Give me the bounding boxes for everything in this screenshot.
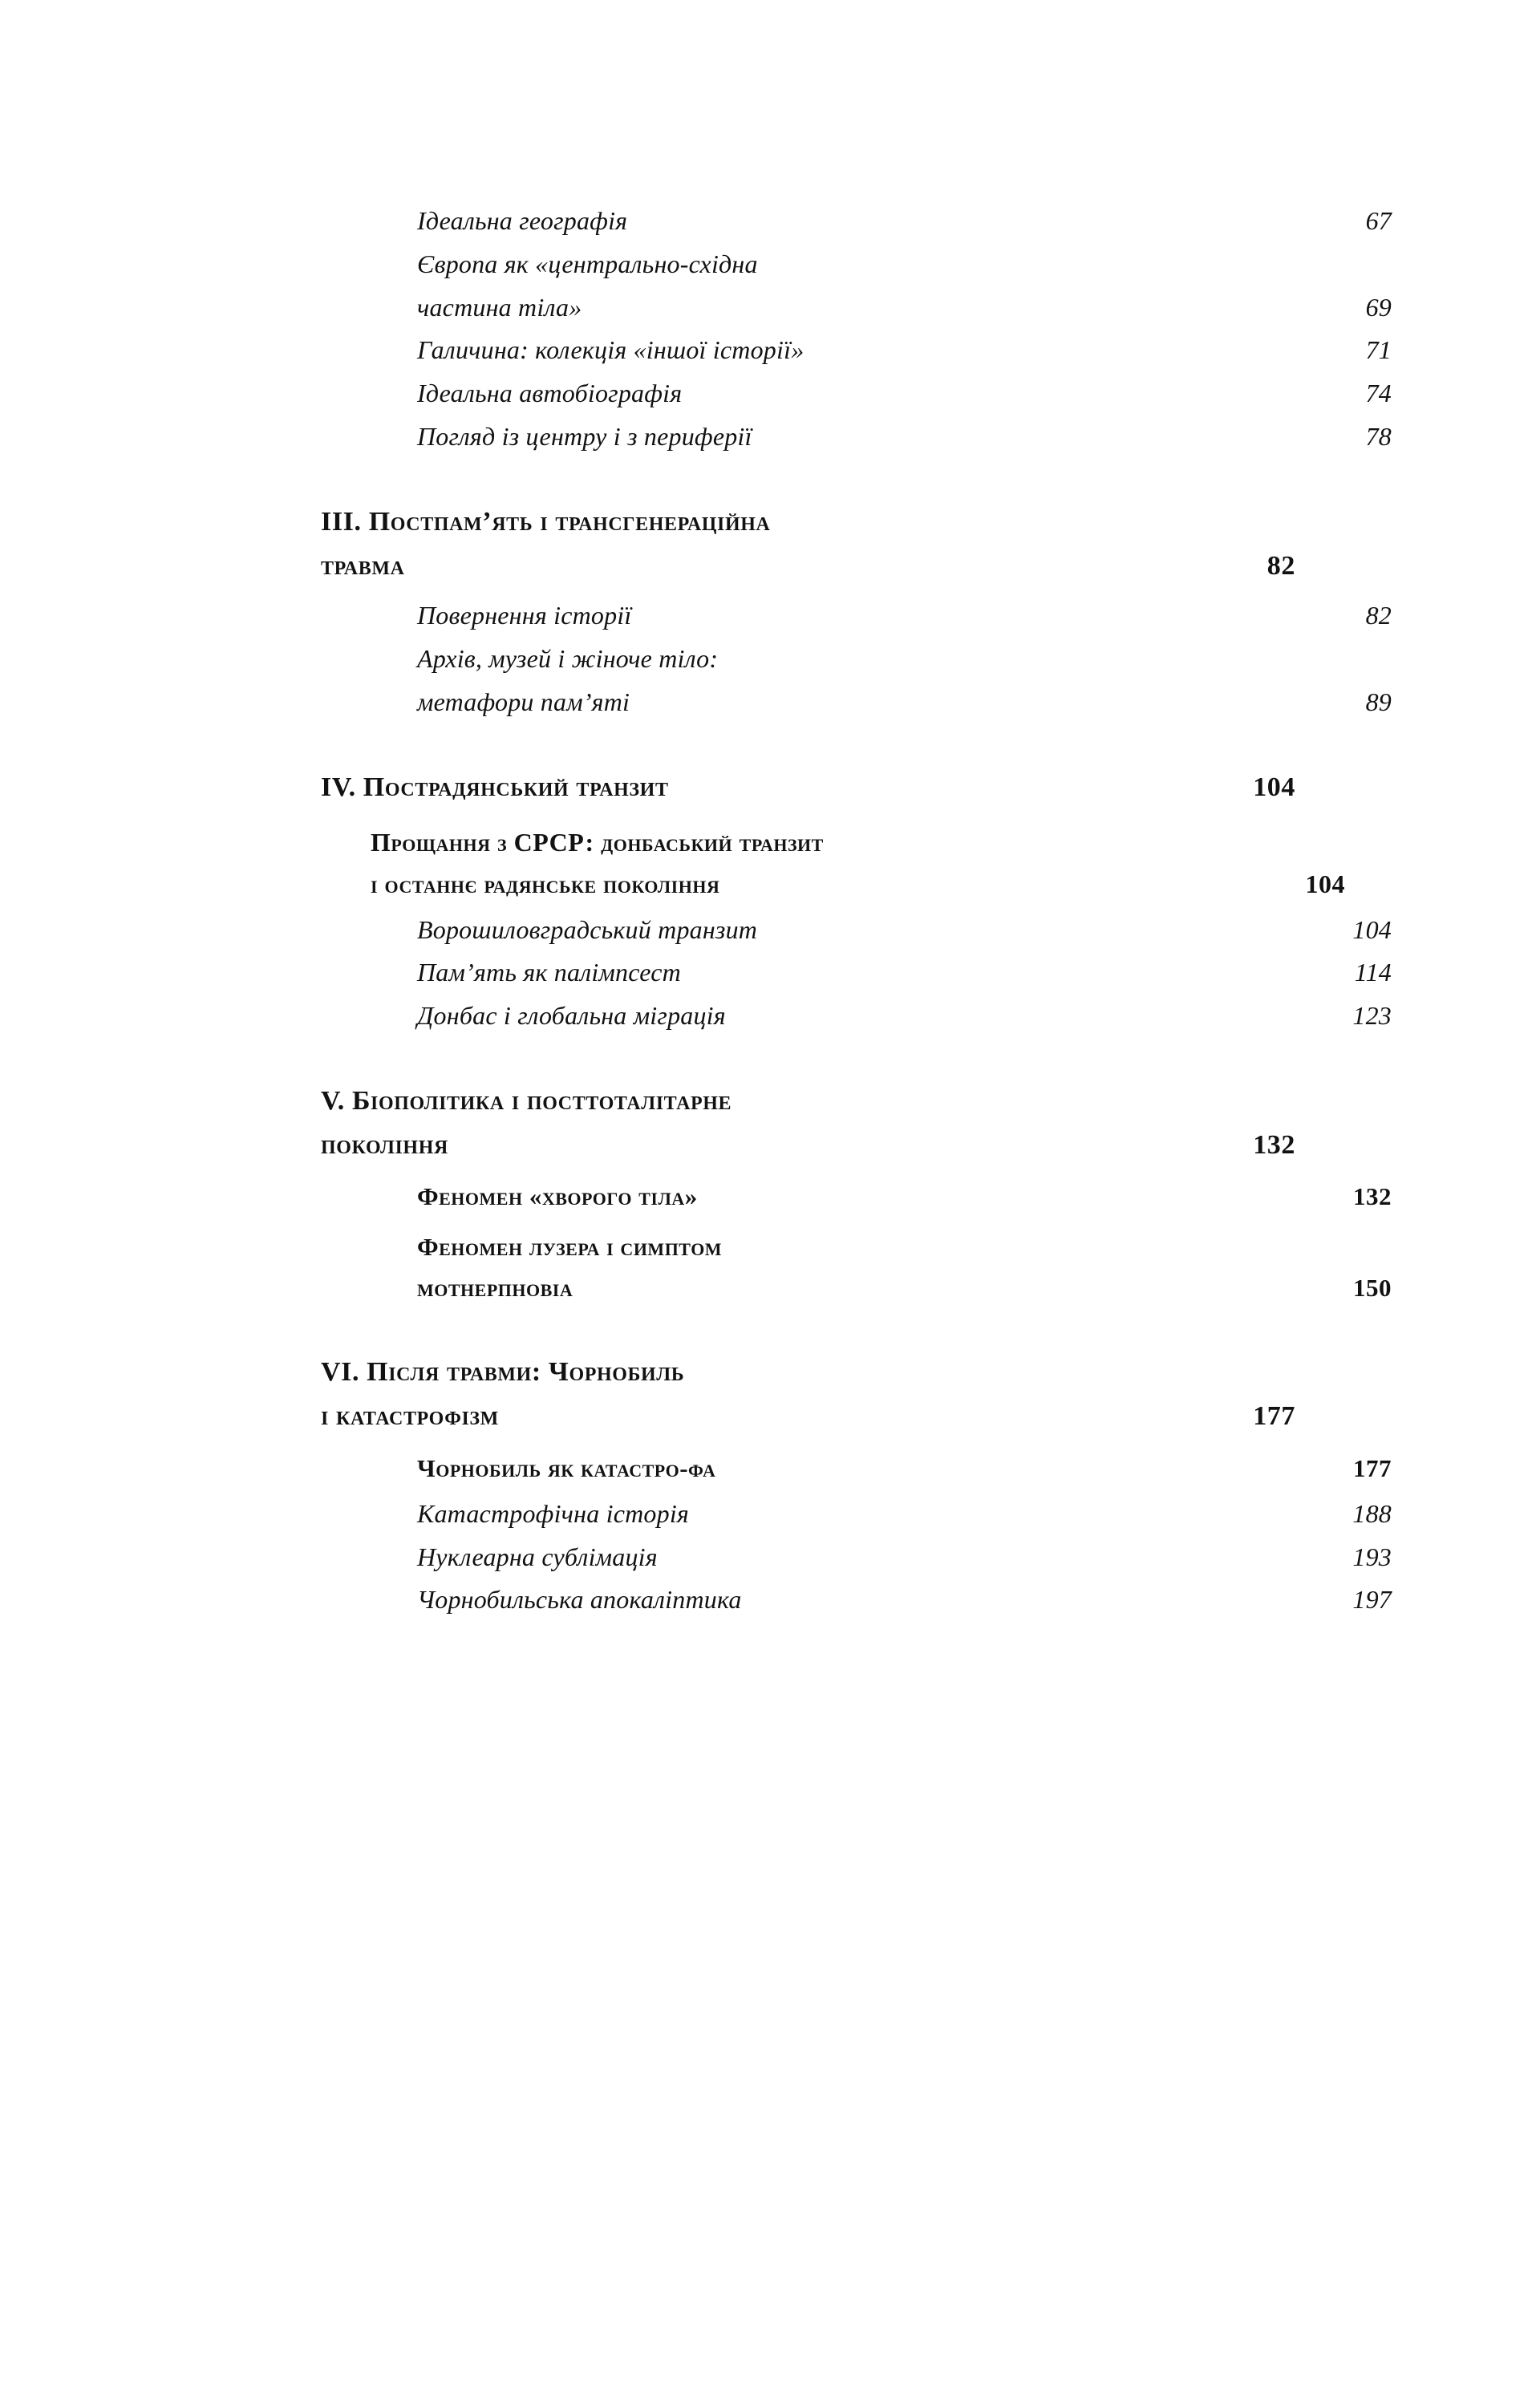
- toc-entry[interactable]: [417, 910, 1392, 951]
- toc-entry-title: [417, 1493, 689, 1535]
- toc-entry[interactable]: [417, 1449, 1392, 1489]
- toc-entry-title: [417, 1228, 722, 1308]
- toc-entry-page-number: 104: [1253, 772, 1295, 802]
- table-of-contents: [321, 201, 1392, 1623]
- toc-entry-title-line: Європа як «центрально-східна: [417, 249, 758, 278]
- toc-entry-title-line: Прощання з СРСР: донбаський транзит: [371, 827, 824, 857]
- toc-entry-page-number: 123: [1352, 1001, 1392, 1031]
- toc-entry[interactable]: [417, 330, 1392, 371]
- toc-entry[interactable]: [417, 416, 1392, 458]
- toc-entry-title: [417, 1579, 742, 1621]
- toc-entry-title-line: Феномен лузера і симптом: [417, 1233, 723, 1262]
- toc-entry-title-line: Чорнобиль як катастро-фа: [417, 1453, 716, 1482]
- toc-entry-page-number: 193: [1352, 1542, 1392, 1571]
- toc-entry-title-line: мотнерпновіа: [417, 1274, 573, 1303]
- toc-entry-title: [417, 595, 632, 637]
- toc-entry-title-line: Ворошиловградський транзит: [417, 914, 758, 944]
- toc-entry-title-line: Погляд із центру і з периферії: [417, 422, 752, 452]
- toc-entry[interactable]: [321, 501, 1295, 587]
- toc-entry[interactable]: [417, 952, 1392, 994]
- toc-entry-title: [417, 416, 752, 458]
- toc-entry-page-number: 197: [1352, 1585, 1392, 1615]
- toc-entry-title: [321, 1351, 684, 1437]
- toc-entry-title-line: і катастрофізм: [321, 1401, 499, 1432]
- toc-entry-title: [417, 1177, 698, 1217]
- toc-entry-title-line: покоління: [321, 1129, 448, 1160]
- toc-entry-title: [321, 767, 669, 809]
- toc-entry[interactable]: [417, 1493, 1392, 1535]
- toc-entry[interactable]: [417, 244, 1392, 329]
- toc-entry[interactable]: [417, 1579, 1392, 1621]
- toc-entry-title-line: Чорнобильська апокаліптика: [417, 1585, 742, 1615]
- toc-entry-page-number: 188: [1352, 1498, 1392, 1528]
- toc-entry-title-line: частина тіла»: [417, 292, 582, 322]
- toc-entry-title-line: III. Постпам’ять і трансгенераційна: [321, 506, 771, 537]
- toc-entry-page-number: 82: [1365, 601, 1392, 630]
- toc-entry-title: [417, 330, 804, 371]
- toc-entry-title-line: IV. Пострадянський транзит: [321, 772, 669, 802]
- toc-entry-title-line: Архів, музей і жіноче тіло:: [417, 644, 719, 674]
- toc-entry-title-line: Ідеальна автобіографія: [417, 379, 683, 408]
- toc-entry-page-number: 177: [1353, 1453, 1392, 1482]
- toc-entry-title-line: метафори пам’яті: [417, 687, 630, 716]
- toc-entry-title-line: травма: [321, 550, 405, 581]
- toc-entry[interactable]: [417, 595, 1392, 637]
- toc-entry-title: [371, 822, 824, 905]
- toc-entry-page-number: 104: [1305, 869, 1345, 899]
- toc-entry-page-number: 82: [1266, 550, 1295, 581]
- toc-entry[interactable]: [417, 373, 1392, 415]
- toc-entry-title-line: V. Біополітика і посттоталітарне: [321, 1086, 732, 1116]
- toc-entry[interactable]: [417, 201, 1392, 242]
- toc-entry-page-number: 67: [1365, 206, 1392, 235]
- toc-entry-title: [321, 501, 770, 587]
- toc-entry-page-number: 71: [1365, 335, 1392, 365]
- toc-entry-page-number: 177: [1253, 1401, 1295, 1432]
- toc-entry[interactable]: [321, 1351, 1295, 1437]
- toc-entry-title-line: Галичина: колекція «іншої історії»: [417, 335, 804, 365]
- toc-entry-title-line: Феномен «хворого тіла»: [417, 1182, 698, 1211]
- toc-entry-title-line: Повернення історії: [417, 601, 632, 630]
- toc-entry-title: [417, 952, 681, 994]
- toc-entry-title: [417, 995, 726, 1037]
- toc-entry[interactable]: [371, 822, 1345, 905]
- toc-entry-title-line: Пам’ять як палімпсест: [417, 958, 681, 987]
- toc-entry-title-line: і останнє радянське покоління: [371, 869, 720, 899]
- toc-entry[interactable]: [417, 638, 1392, 723]
- toc-entry[interactable]: [321, 1080, 1295, 1166]
- toc-entry-page-number: 132: [1353, 1182, 1392, 1211]
- toc-entry-title: [321, 1080, 732, 1166]
- toc-entry-page-number: 78: [1365, 422, 1392, 452]
- toc-entry-title: [417, 1537, 658, 1578]
- toc-entry[interactable]: [417, 1177, 1392, 1217]
- toc-entry-page-number: 104: [1352, 914, 1392, 944]
- toc-entry[interactable]: [417, 1537, 1392, 1578]
- toc-entry-page-number: 69: [1365, 292, 1392, 322]
- toc-entry-page-number: 74: [1365, 379, 1392, 408]
- toc-entry[interactable]: [321, 767, 1295, 809]
- toc-entry-title-line: VI. Після травми: Чорнобиль: [321, 1357, 685, 1388]
- toc-entry[interactable]: [417, 1228, 1392, 1308]
- toc-entry[interactable]: [417, 995, 1392, 1037]
- toc-entry-title: [417, 244, 758, 329]
- toc-entry-title-line: Донбас і глобальна міграція: [417, 1001, 726, 1031]
- toc-entry-page-number: 114: [1354, 958, 1392, 987]
- toc-entry-title: [417, 638, 718, 723]
- toc-entry-title: [417, 373, 682, 415]
- toc-entry-title-line: Нуклеарна сублімація: [417, 1542, 658, 1571]
- toc-entry-page-number: 132: [1253, 1129, 1295, 1160]
- toc-entry-title: [417, 1449, 715, 1489]
- toc-entry-title: [417, 201, 627, 242]
- toc-entry-page-number: 89: [1365, 687, 1392, 716]
- toc-entry-title-line: Катастрофічна історія: [417, 1498, 689, 1528]
- toc-entry-page-number: 150: [1353, 1274, 1392, 1303]
- toc-entry-title: [417, 910, 757, 951]
- toc-entry-title-line: Ідеальна географія: [417, 206, 628, 235]
